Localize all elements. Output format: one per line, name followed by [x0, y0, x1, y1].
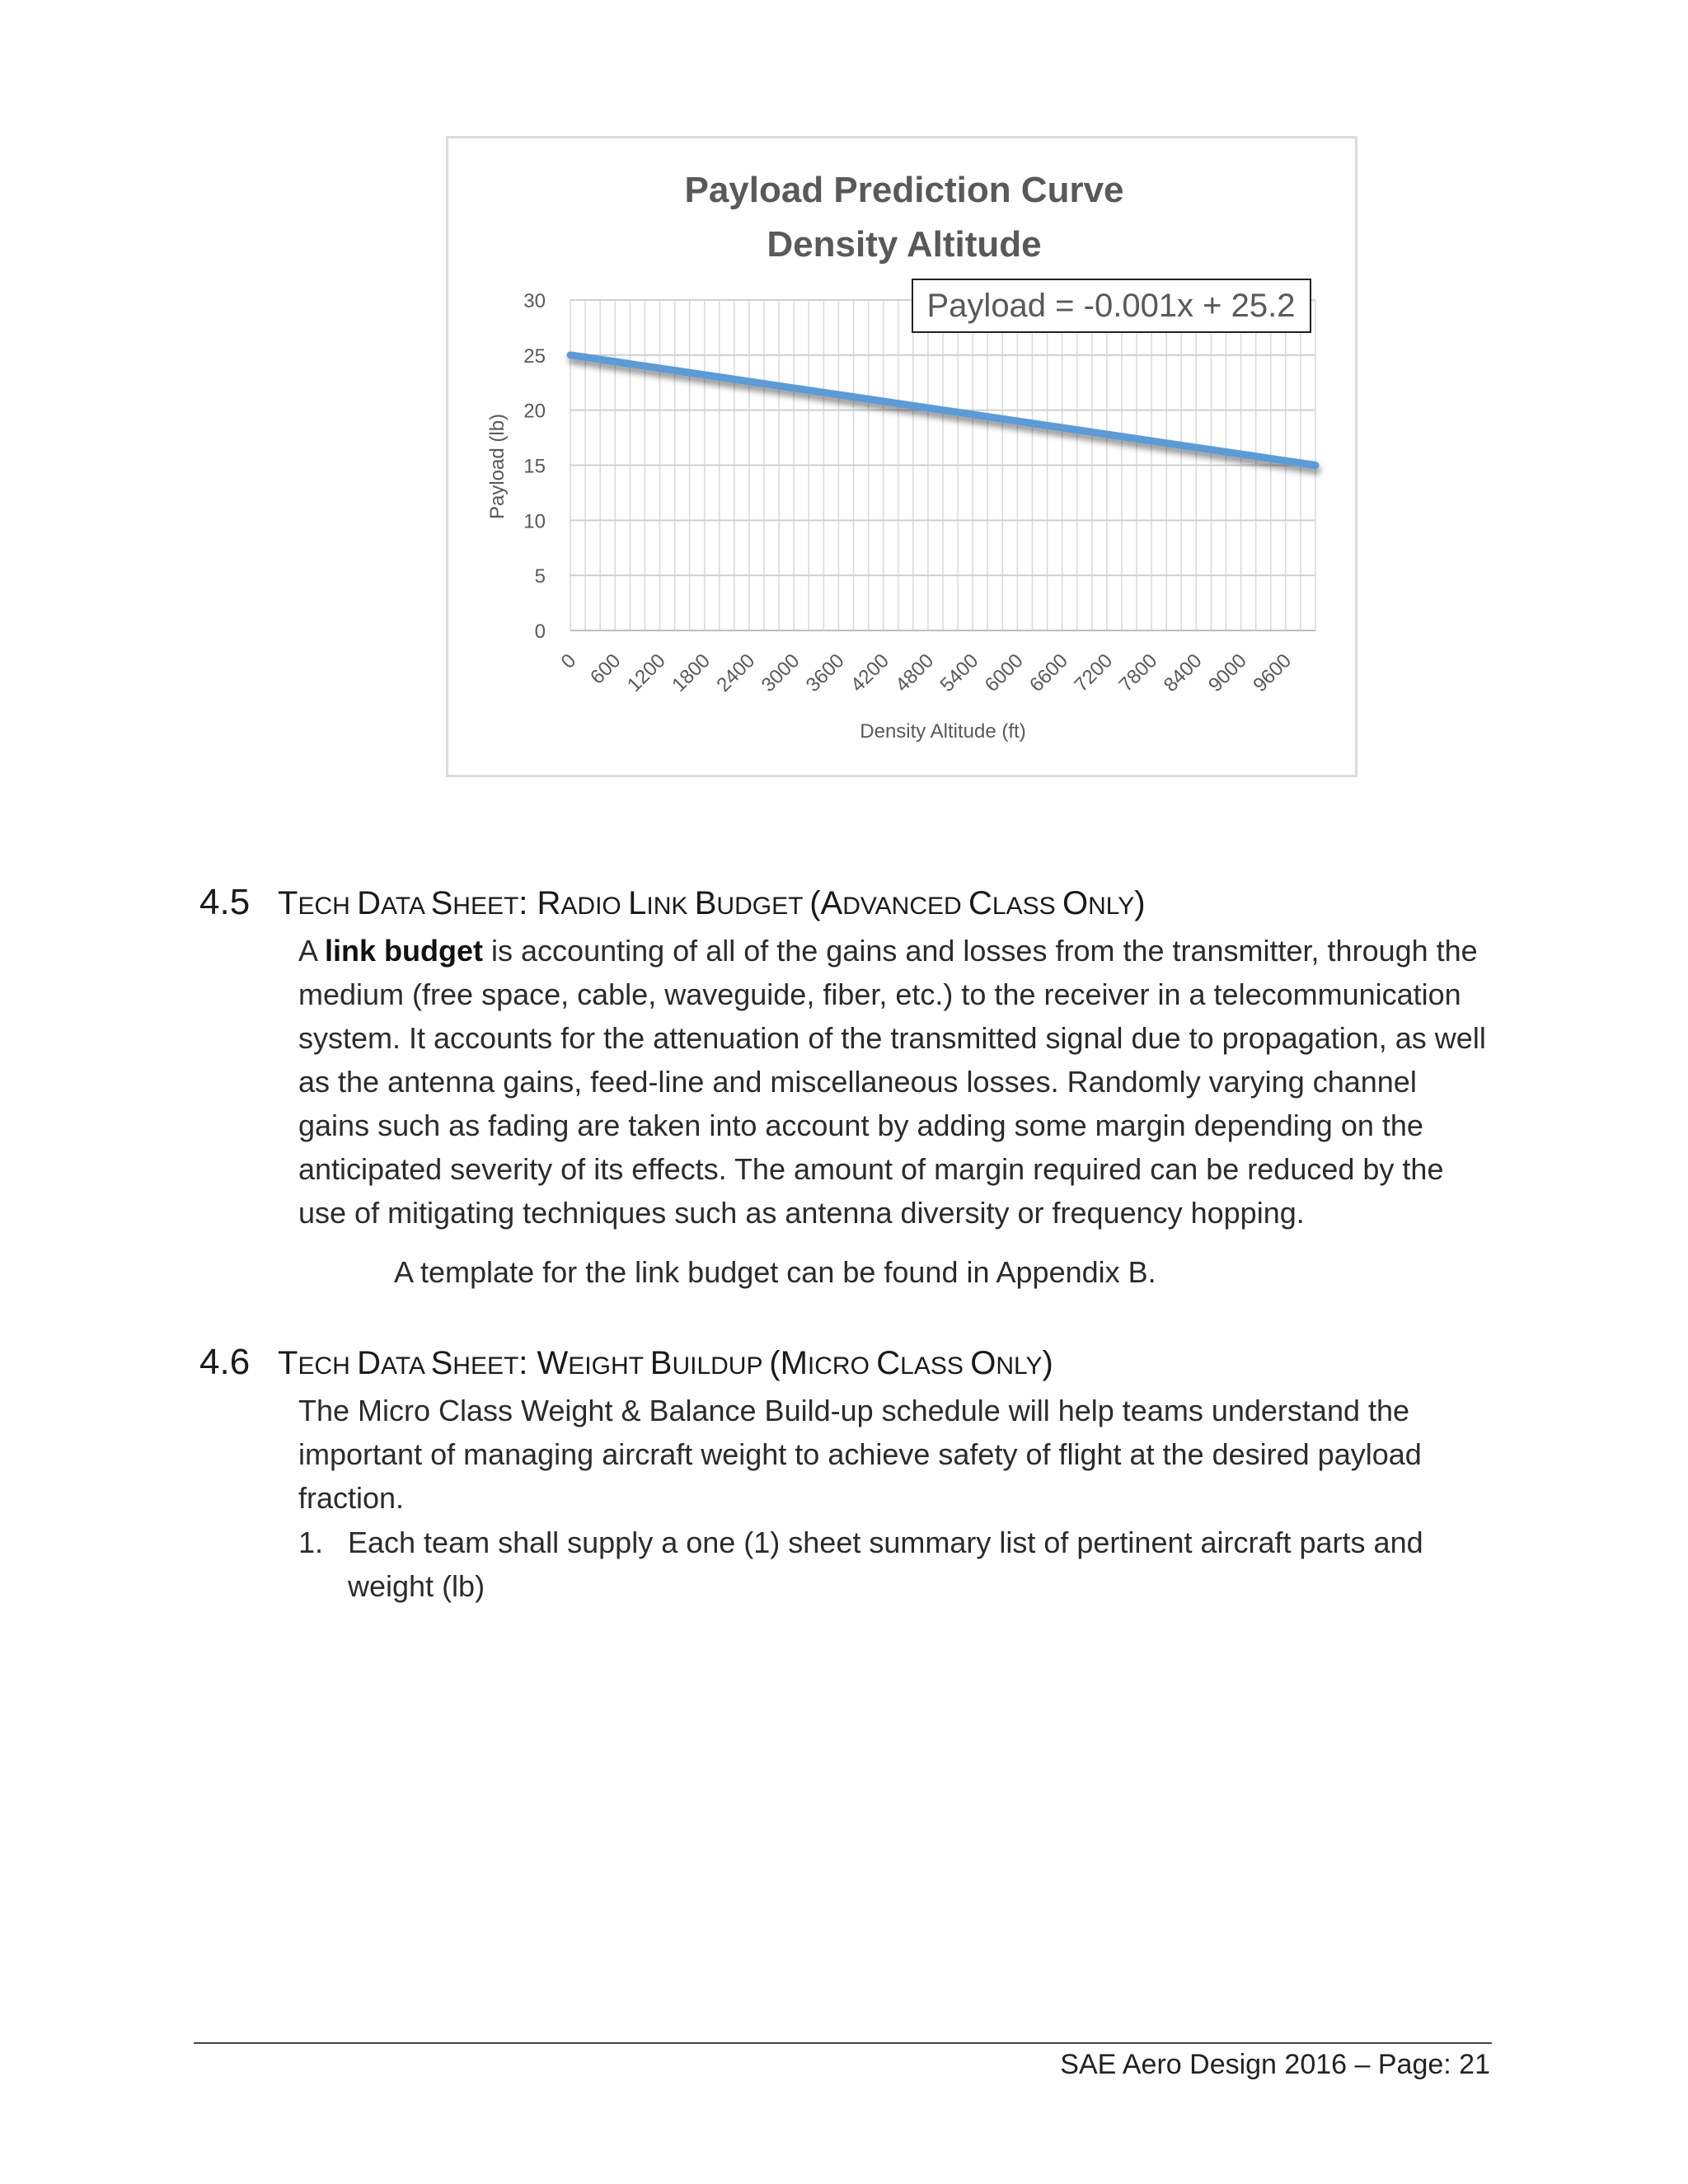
title-fragment: LASS: [992, 893, 1062, 920]
x-tick-label: 3000: [757, 649, 804, 696]
x-tick-label: 0: [556, 649, 581, 673]
list-marker: 1.: [298, 1526, 324, 1559]
y-tick-label: 20: [523, 400, 546, 423]
link-budget-term: link budget: [325, 934, 484, 968]
y-tick-label: 25: [523, 344, 546, 368]
footer-divider: [194, 2042, 1492, 2044]
title-fragment: ICRO: [807, 1352, 877, 1380]
x-axis-label: Density Altitude (ft): [860, 720, 1026, 743]
title-fragment: T: [278, 885, 298, 921]
x-tick-label: 9000: [1203, 649, 1251, 696]
x-tick-label: 4200: [846, 649, 893, 696]
template-note: A template for the link budget can be found in Appendix B.: [394, 1255, 1156, 1289]
title-fragment: L: [628, 885, 647, 921]
section-4-5-title: [278, 885, 1146, 921]
title-fragment: ECH: [298, 893, 358, 920]
title-fragment: ATA: [381, 1352, 431, 1380]
x-tick-label: 5400: [935, 649, 983, 696]
x-tick-label: 7200: [1070, 649, 1118, 696]
link-budget-lead: A: [298, 934, 326, 968]
y-tick-label: 15: [523, 455, 546, 478]
title-fragment: EIGHT: [568, 1352, 650, 1380]
footer-brand: SAE Aero Design 2016: [1060, 2049, 1348, 2080]
weight-buildup-paragraph: The Micro Class Weight & Balance Build-up schedule will help teams understand the important of managing aircraft weight to achieve safety of flight at the desired payload fraction.: [298, 1394, 1422, 1515]
y-tick-label: 0: [534, 621, 546, 643]
title-fragment: ): [1134, 885, 1146, 921]
footer-separator: –: [1347, 2049, 1378, 2080]
title-fragment: B: [694, 885, 717, 921]
title-fragment: INK: [646, 893, 695, 920]
title-fragment: : W: [518, 1345, 569, 1381]
x-tick-label: 2400: [712, 649, 760, 696]
title-fragment: D: [357, 885, 382, 921]
title-fragment: DVANCED: [842, 893, 969, 920]
link-budget-paragraph: [298, 929, 1493, 1235]
title-fragment: ECH: [298, 1352, 358, 1380]
title-fragment: O: [1062, 885, 1089, 921]
chart-title-line-1: Payload Prediction Curve: [684, 170, 1124, 210]
footer-page-number: Page: 21: [1377, 2049, 1490, 2080]
y-tick-label: 5: [534, 565, 546, 588]
page-footer: [1060, 2049, 1490, 2081]
title-fragment: D: [357, 1345, 382, 1381]
title-fragment: HEET: [452, 893, 519, 920]
title-fragment: T: [278, 1345, 298, 1381]
section-4-6-number: 4.6: [199, 1342, 251, 1382]
title-fragment: UDGET: [716, 893, 810, 920]
title-fragment: C: [876, 1345, 901, 1381]
title-fragment: S: [430, 1345, 453, 1381]
title-fragment: O: [970, 1345, 996, 1381]
x-tick-label: 3600: [801, 649, 849, 696]
list-item: [298, 1521, 1493, 1608]
title-fragment: LASS: [900, 1352, 971, 1380]
chart-title-line-2: Density Altitude: [767, 224, 1042, 265]
x-tick-label: 7800: [1114, 649, 1162, 696]
x-tick-label: 9600: [1249, 649, 1296, 696]
title-fragment: (A: [809, 885, 843, 921]
link-budget-body: is accounting of all of the gains and losses from the transmitter, through the medium (free space, cable, waveguide, fiber, etc.) to the receiver in a telecommunication system. It accounts for the attenuation of the transmitted signal due to propagation, as well as the antenna gains, feed-line and miscellaneous losses. Randomly varying channel gains such as fading are taken into account by adding some margin depending on the anticipated severity of its effects. The amount of margin required can be reduced by the use of mitigating techniques such as antenna diversity or frequency hopping.: [298, 934, 1486, 1230]
section-4-6-title: [278, 1345, 1053, 1381]
y-tick-label: 30: [523, 290, 546, 312]
y-axis-label: Payload (lb): [486, 413, 509, 520]
title-fragment: (M: [769, 1345, 808, 1381]
payload-chart: [448, 138, 1355, 775]
x-tick-label: 8400: [1159, 649, 1207, 696]
x-tick-label: 6600: [1025, 649, 1072, 696]
title-fragment: C: [968, 885, 992, 921]
title-fragment: ADIO: [560, 893, 629, 920]
title-fragment: ): [1042, 1345, 1053, 1381]
x-tick-label: 1800: [668, 649, 715, 696]
title-fragment: UILDUP: [672, 1352, 770, 1380]
section-4-5-heading: [199, 882, 1146, 923]
x-tick-label: 6000: [980, 649, 1028, 696]
x-tick-label: 4800: [891, 649, 939, 696]
title-fragment: ATA: [381, 893, 431, 920]
title-fragment: NLY: [996, 1352, 1043, 1380]
list-item-text: Each team shall supply a one (1) sheet summary list of pertinent aircraft parts and weight (lb): [348, 1526, 1423, 1603]
title-fragment: NLY: [1088, 893, 1135, 920]
section-4-6-heading: [199, 1342, 1053, 1383]
chart-container: [446, 136, 1357, 777]
x-tick-label: 600: [586, 649, 626, 689]
title-fragment: : R: [518, 885, 561, 921]
title-fragment: B: [649, 1345, 673, 1381]
section-4-5-number: 4.5: [199, 882, 251, 922]
x-tick-label: 1200: [622, 649, 670, 696]
title-fragment: HEET: [452, 1352, 519, 1380]
equation-label: Payload = -0.001x + 25.2: [926, 288, 1296, 324]
title-fragment: S: [430, 885, 453, 921]
y-tick-label: 10: [523, 510, 546, 533]
